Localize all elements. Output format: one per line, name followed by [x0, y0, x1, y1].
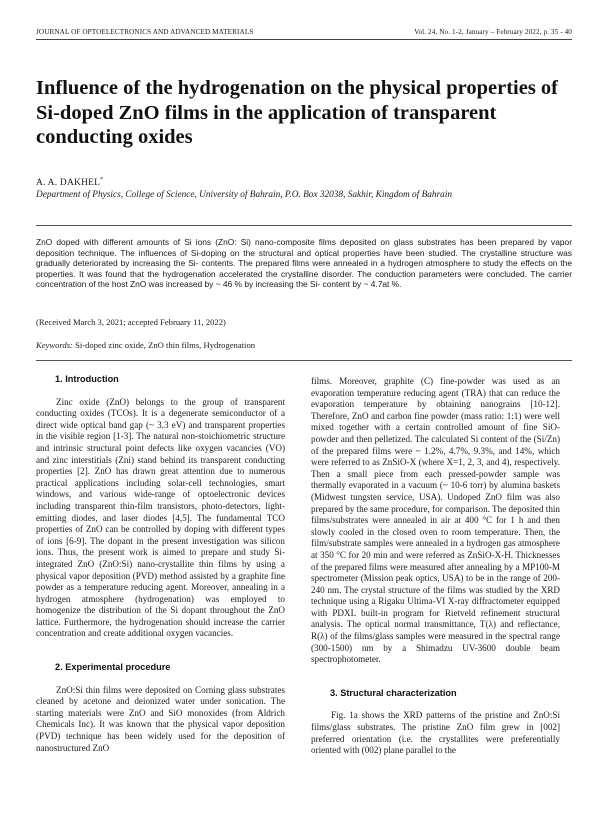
volume-citation: Vol. 24, No. 1-2, January – February 2022, p. 35 - 40 — [414, 28, 572, 36]
keywords-label: Keywords: — [36, 340, 73, 350]
received-dates: (Received March 3, 2021; accepted February 11, 2022) — [36, 317, 226, 327]
structural-heading: 3. Structural characterization — [330, 687, 457, 698]
journal-name: JOURNAL OF OPTOELECTRONICS AND ADVANCED MATERIALS — [36, 28, 254, 36]
header-rule — [36, 39, 572, 40]
author-affiliation: Department of Physics, College of Science, University of Bahrain, P.O. Box 32038, Sakhir, Kingdom of Bahrain — [36, 190, 453, 200]
introduction-heading: 1. Introduction — [55, 374, 119, 384]
experimental-paragraph: ZnO:Si thin films were deposited on Corning glass substrates cleaned by acetone and deionized water under sonication. The starting materials were ZnO and SiO monoxides (from Aldrich Chemicals Inc). It was known that the physical vapor deposition (PVD) technique has been widely used for the deposition of nanostructured ZnO — [36, 684, 285, 753]
abstract-top-rule — [36, 225, 572, 226]
author-line — [36, 177, 103, 188]
keywords — [36, 340, 255, 350]
author-mark: * — [100, 177, 104, 183]
abstract-bottom-rule — [36, 360, 572, 361]
keywords-text: Si-doped zinc oxide, ZnO thin films, Hydrogenation — [72, 340, 256, 350]
right-column — [311, 376, 560, 757]
abstract: ZnO doped with different amounts of Si ions (ZnO: Si) nano-composite films deposited on glass substrates has been prepared by vapor deposition technique. The influences of Si-doping on the structural and optical properties have been studied. The crystalline structure was gradually deteriorated by increasing the Si- contents. The prepared films were annealed in a hydrogen atmosphere to study the effects on the properties. It was found that the hydrogenation accelerated the crystalline disorder. The conduction parameters were concluded. The carrier concentration of the host ZnO was increased by ~ 46 % by increasing the Si- content by ~ 4.7at %. — [36, 237, 572, 290]
paper-title: Influence of the hydrogenation on the physical properties of Si-doped ZnO films in the application of transparent conducting oxides — [36, 77, 559, 148]
author-name: A. A. DAKHEL — [36, 178, 101, 189]
left-column — [36, 374, 285, 754]
experimental-continued-paragraph: films. Moreover, graphite (C) fine-powder was used as an evaporation temperature reducing agent (TRA) that can reduce the evaporation temperature by obtaining nanograins [10-12]. Therefore, ZnO and carbon fine powder (mass ratio: 1:1) were well mixed together with a certain controlled amount of fine SiO-powder and then pelletized. The calculated Si content of the (Si/Zn) of the prepared films were ~ 1.2%, 4.7%, 9.3%, and 14%, which were referred to as ZnSiO-X (where X=1, 2, 3, and 4), respectively. Then a small piece from each pressed-powder sample was thermally evaporated in a vacuum (~ 10-6 torr) by alumina baskets (Midwest tungsten service, USA). Undoped ZnO film was also prepared by the same procedure, for comparison. The deposited thin films/substrates were annealed in air at 400 °C for 1 h and then slowly cooled in the closed oven to room temperature. Then, the film/substrate samples were annealed in a hydrogen gas atmosphere at 350 °C for 20 min and were referred as ZnSiO-X-H. Thicknesses of the prepared films were measured after annealing by a MP100-M spectrometer (Mission peak optics, USA) to be in the range of 200-240 nm. The crystal structure of the films was studied by the XRD technique using a Rigaku Ultima-VI X-ray diffractometer equipped with PDXL built-in program for Rietveld refinement structural analysis. The optical normal transmittance, T(λ) and reflectance, R(λ) of the films/glass samples were measured in the spectral range (300-1500) nm by a Shimadzu UV-3600 double beam spectrophotometer. — [311, 376, 560, 665]
structural-paragraph: Fig. 1a shows the XRD patterns of the pristine and ZnO:Si films/glass substrates. The pristine ZnO film grew in [002] preferred orientation (i.e. the crystallites were preferentially oriented with (002) plane parallel to the — [311, 710, 560, 756]
experimental-heading: 2. Experimental procedure — [55, 662, 171, 673]
introduction-paragraph: Zinc oxide (ZnO) belongs to the group of transparent conducting oxides (TCOs). It is a degenerate semiconductor of a direct wide optical band gap (~ 3.3 eV) and transparent properties in the visible region [1-3]. The natural non-stoichiometric structure and intrinsic structural point defects like oxygen vacancies (VO) and zinc interstitials (Zni) stand behind its transparent conducting properties [2]. ZnO has drawn great attention due to numerous practical applications including solar-cell technologies, smart windows, and various wide-range of optoelectronic devices including transparent thin-film transistors, photo-detectors, light-emitting diodes, and laser diodes [4,5]. The fundamental TCO properties of ZnO can be controlled by doping with different types of ions [6-9]. The dopant in the present investigation was silicon ions. Thus, the present work is aimed to prepare and study Si-integrated ZnO (ZnO:Si) nano-crystallite thin films by using a physical vapor deposition (PVD) method assisted by a graphite fine powder as a temperature reducing agent. Moreover, annealing in a hydrogen atmosphere (hydrogenation) was employed to homogenize the distribution of the Si dopant throughout the ZnO lattice. Furthermore, the hydrogenation should increase the carrier concentration and create additional oxygen vacancies. — [36, 396, 285, 639]
running-head — [36, 28, 572, 36]
